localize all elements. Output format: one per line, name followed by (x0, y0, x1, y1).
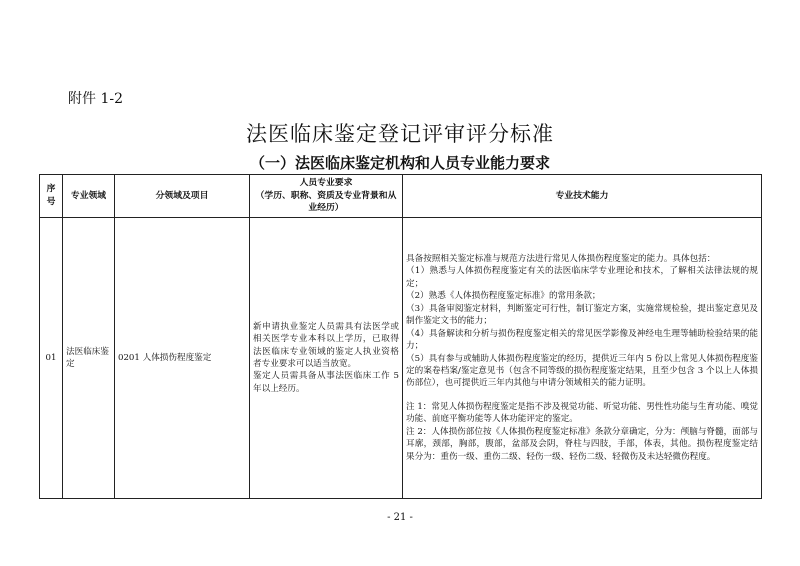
tech-note-1: 注 1：常见人体损伤程度鉴定是指不涉及视觉功能、听觉功能、男性性功能与生育功能、嗅觉功能、前庭平衡功能等人体功能评定的鉴定。 (406, 401, 758, 425)
header-subfield: 分领域及项目 (115, 175, 250, 218)
tech-intro: 具备按照相关鉴定标准与规范方法进行常见人体损伤程度鉴定的能力。具体包括： (406, 253, 716, 264)
header-seq: 序号 (40, 175, 63, 218)
header-tech: 专业技术能力 (403, 175, 762, 218)
attachment-label: 附件 1-2 (68, 91, 123, 107)
page-number: - 21 - (387, 512, 413, 523)
cell-subfield: 0201 人体损伤程度鉴定 (115, 218, 250, 499)
cell-seq: 01 (40, 218, 63, 499)
header-personnel-line1: 人员专业要求 (299, 177, 353, 188)
header-field: 专业领域 (63, 175, 115, 218)
header-personnel (250, 175, 403, 218)
tech-item-4: （4）具备解读和分析与损伤程度鉴定相关的常见医学影像及神经电生理等辅助检验结果的能力； (406, 328, 758, 352)
tech-item-2: （2）熟悉《人体损伤程度鉴定标准》的常用条款； (406, 291, 601, 302)
tech-note-2: 注 2：人体损伤部位按《人体损伤程度鉴定标准》条款分章确定，分为：颅脑与脊髓，面部与耳廓，颈部，胸部，腹部，盆部及会阴，脊柱与四肢，手部，体表，其他。损伤程度鉴定结果分为：重伤一级、重伤二级、轻伤一级、轻伤二级、轻微伤及未达轻微伤程度。 (406, 426, 758, 462)
header-personnel-line2: （学历、职称、资质及专业背景和从业经历） (255, 190, 397, 214)
personnel-text: 新申请执业鉴定人员需具有法医学或相关医学专业本科以上学历，已取得法医临床专业领域的鉴定人执业资格者专业要求可以适当放宽。 鉴定人员需具备从事法医临床工作 5 年以上经历。 (253, 321, 399, 394)
section-title: （一）法医临床鉴定机构和人员专业能力要求 (249, 154, 550, 172)
table-row (40, 218, 762, 499)
tech-item-3: （3）具备审阅鉴定材料，判断鉴定可行性，制订鉴定方案，实施常规检验，提出鉴定意见及制作鉴定文书的能力； (406, 303, 758, 327)
standards-table (39, 174, 762, 499)
tech-item-5: （5）具有参与或辅助人体损伤程度鉴定的经历，提供近三年内 5 份以上常见人体损伤程度鉴定的案卷档案/鉴定意见书（包含不同等级的损伤程度鉴定结果，且至少包含 3 个以上人体损伤部位），也可提供近三年内其他与申请分领域相关的能力证明。 (406, 353, 758, 389)
cell-field: 法医临床鉴定 (63, 218, 115, 499)
document-title: 法医临床鉴定登记评审评分标准 (246, 122, 554, 146)
cell-personnel (250, 218, 403, 499)
tech-item-1: （1）熟悉与人体损伤程度鉴定有关的法医临床学专业理论和技术，了解相关法律法规的规定； (406, 266, 758, 289)
cell-tech (403, 218, 762, 499)
tech-gap (406, 390, 758, 401)
table-header-row (40, 175, 762, 218)
